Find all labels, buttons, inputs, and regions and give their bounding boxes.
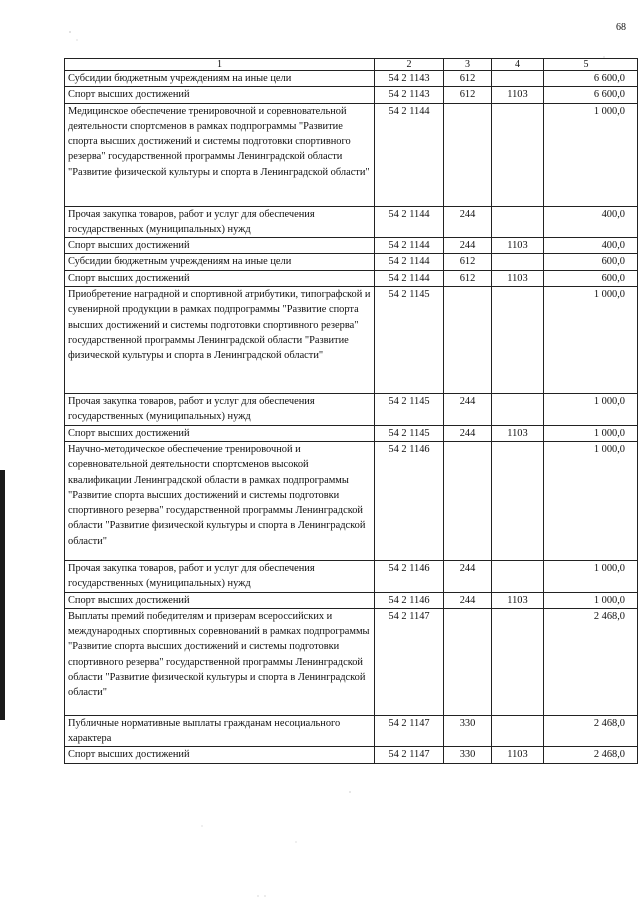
row-name: Спорт высших достижений	[65, 592, 375, 608]
table-row	[65, 287, 638, 394]
row-expense-type	[444, 441, 492, 560]
table-row	[65, 592, 638, 608]
row-amount: 6 600,0	[544, 71, 638, 87]
row-amount: 1 000,0	[544, 560, 638, 592]
row-section	[492, 560, 544, 592]
row-code: 54 2 1143	[375, 87, 444, 103]
row-code: 54 2 1147	[375, 608, 444, 715]
row-amount: 1 000,0	[544, 592, 638, 608]
row-amount: 2 468,0	[544, 715, 638, 747]
header-col-1: 1	[65, 59, 375, 71]
row-expense-type: 330	[444, 747, 492, 763]
row-section: 1103	[492, 425, 544, 441]
row-amount: 2 468,0	[544, 608, 638, 715]
row-amount: 2 468,0	[544, 747, 638, 763]
table-row	[65, 608, 638, 715]
row-section	[492, 254, 544, 270]
row-amount: 600,0	[544, 254, 638, 270]
row-section	[492, 394, 544, 426]
row-section: 1103	[492, 87, 544, 103]
row-expense-type: 244	[444, 425, 492, 441]
row-name: Субсидии бюджетным учреждениям на иные цели	[65, 71, 375, 87]
table-row	[65, 747, 638, 763]
row-code: 54 2 1147	[375, 715, 444, 747]
row-name: Научно-методическое обеспечение тренировочной и соревновательной деятельности спортсменов высокой квалификации Ленинградской области в рамках подпрограммы "Развитие спорта высших достижений и системы подготовки спортивного резерва" государственной программы Ленинградской области "Развитие физической культуры и спорта в Ленинградской области"	[65, 441, 375, 560]
table-row	[65, 560, 638, 592]
table-row	[65, 87, 638, 103]
row-code: 54 2 1144	[375, 206, 444, 238]
table-row	[65, 394, 638, 426]
row-expense-type	[444, 103, 492, 206]
table-row	[65, 103, 638, 206]
row-name: Медицинское обеспечение тренировочной и соревновательной деятельности спортсменов в рамках подпрограммы "Развитие спорта высших достижений и системы подготовки спортивного резерва" государственной программы Ленинградской области "Развитие физической культуры и спорта в Ленинградской области"	[65, 103, 375, 206]
table-row	[65, 238, 638, 254]
row-code: 54 2 1144	[375, 254, 444, 270]
row-name: Прочая закупка товаров, работ и услуг для обеспечения государственных (муниципальных) нужд	[65, 394, 375, 426]
table-row	[65, 270, 638, 286]
table-row	[65, 441, 638, 560]
row-expense-type	[444, 608, 492, 715]
row-amount: 1 000,0	[544, 441, 638, 560]
row-section	[492, 206, 544, 238]
table-row	[65, 425, 638, 441]
row-expense-type: 612	[444, 270, 492, 286]
row-code: 54 2 1147	[375, 747, 444, 763]
row-section: 1103	[492, 238, 544, 254]
row-amount: 1 000,0	[544, 103, 638, 206]
row-code: 54 2 1144	[375, 270, 444, 286]
row-expense-type: 330	[444, 715, 492, 747]
row-expense-type: 612	[444, 71, 492, 87]
row-code: 54 2 1143	[375, 71, 444, 87]
row-section: 1103	[492, 747, 544, 763]
row-name: Публичные нормативные выплаты гражданам несоциального характера	[65, 715, 375, 747]
row-expense-type: 244	[444, 238, 492, 254]
row-name: Субсидии бюджетным учреждениям на иные цели	[65, 254, 375, 270]
row-section: 1103	[492, 270, 544, 286]
row-code: 54 2 1146	[375, 560, 444, 592]
row-code: 54 2 1146	[375, 592, 444, 608]
page-number: 68	[616, 22, 626, 33]
row-code: 54 2 1144	[375, 103, 444, 206]
header-col-4: 4	[492, 59, 544, 71]
row-amount: 400,0	[544, 238, 638, 254]
row-amount: 600,0	[544, 270, 638, 286]
row-expense-type: 612	[444, 87, 492, 103]
header-col-3: 3	[444, 59, 492, 71]
row-expense-type: 612	[444, 254, 492, 270]
row-name: Прочая закупка товаров, работ и услуг для обеспечения государственных (муниципальных) нужд	[65, 206, 375, 238]
row-name: Спорт высших достижений	[65, 87, 375, 103]
row-expense-type	[444, 287, 492, 394]
row-section	[492, 103, 544, 206]
row-code: 54 2 1146	[375, 441, 444, 560]
header-col-5: 5	[544, 59, 638, 71]
table-row	[65, 206, 638, 238]
row-expense-type: 244	[444, 394, 492, 426]
row-name: Спорт высших достижений	[65, 425, 375, 441]
table-row	[65, 254, 638, 270]
header-col-2: 2	[375, 59, 444, 71]
row-name: Спорт высших достижений	[65, 238, 375, 254]
row-amount: 1 000,0	[544, 287, 638, 394]
row-amount: 1 000,0	[544, 425, 638, 441]
row-name: Спорт высших достижений	[65, 270, 375, 286]
row-code: 54 2 1144	[375, 238, 444, 254]
table-row	[65, 715, 638, 747]
row-section	[492, 287, 544, 394]
header-row	[65, 59, 638, 71]
scan-edge-mark	[0, 470, 5, 720]
row-amount: 6 600,0	[544, 87, 638, 103]
row-section	[492, 441, 544, 560]
budget-table	[64, 58, 638, 764]
row-expense-type: 244	[444, 560, 492, 592]
row-amount: 1 000,0	[544, 394, 638, 426]
row-name: Выплаты премий победителям и призерам всероссийских и международных спортивных соревнований в рамках подпрограммы "Развитие спорта высших достижений и системы подготовки спортивного резерва" государственной программы Ленинградской области "Развитие физической культуры и спорта в Ленинградской области"	[65, 608, 375, 715]
row-section	[492, 715, 544, 747]
row-section	[492, 608, 544, 715]
row-name: Приобретение наградной и спортивной атрибутики, типографской и сувенирной продукции в рамках подпрограммы "Развитие спорта высших достижений и системы подготовки спортивного резерва" государственной программы Ленинградской области "Развитие физической культуры и спорта в Ленинградской области"	[65, 287, 375, 394]
row-section: 1103	[492, 592, 544, 608]
row-name: Спорт высших достижений	[65, 747, 375, 763]
row-code: 54 2 1145	[375, 287, 444, 394]
row-code: 54 2 1145	[375, 425, 444, 441]
row-expense-type: 244	[444, 592, 492, 608]
row-name: Прочая закупка товаров, работ и услуг для обеспечения государственных (муниципальных) нужд	[65, 560, 375, 592]
row-amount: 400,0	[544, 206, 638, 238]
row-section	[492, 71, 544, 87]
row-expense-type: 244	[444, 206, 492, 238]
row-code: 54 2 1145	[375, 394, 444, 426]
table-row	[65, 71, 638, 87]
